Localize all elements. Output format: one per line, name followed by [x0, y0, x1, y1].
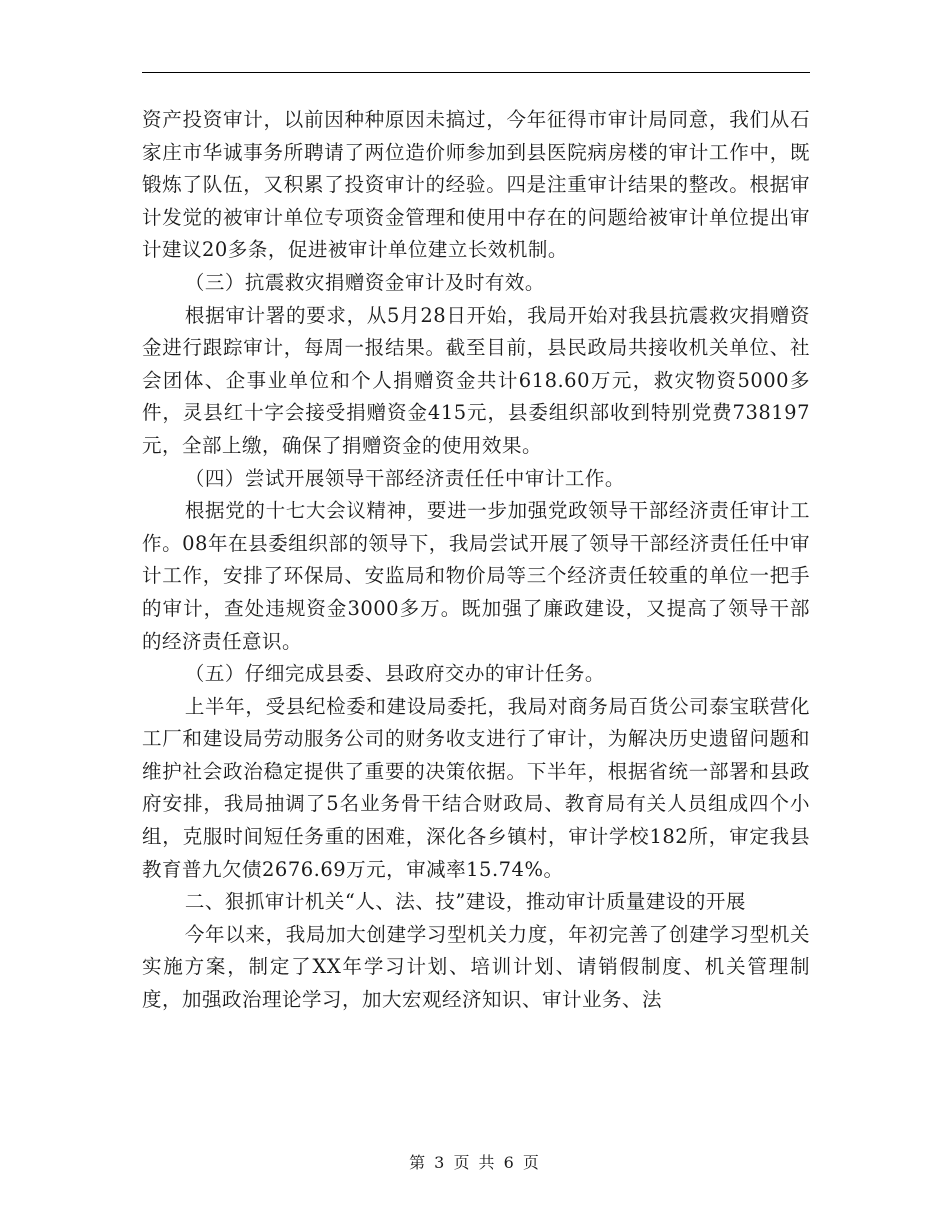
- section-heading: （三）抗震救灾捐赠资金审计及时有效。: [184, 270, 545, 294]
- paragraph: 资产投资审计，以前因种种原因未搞过，今年征得市审计局同意，我们从石家庄市华诚事务所聘请了两位造价师参加到县医院病房楼的审计工作中，既锻炼了队伍，又积累了投资审计的经验。四是注重审计结果的整改。根据审计发觉的被审计单位专项资金管理和使用中存在的问题给被审计单位提出审计建议20多条，促进被审计单位建立长效机制。: [142, 108, 810, 262]
- paragraph: 根据党的十七大会议精神，要进一步加强党政领导干部经济责任审计工作。08年在县委组织部的领导下，我局尝试开展了领导干部经济责任任中审计工作，安排了环保局、安监局和物价局等三个经济责任较重的单位一把手的审计，查处违规资金3000多万。既加强了廉政建设，又提高了领导干部的经济责任意识。: [142, 499, 810, 653]
- section-heading: 二、狠抓审计机关“人、法、技”建设，推动审计质量建设的开展: [184, 890, 746, 914]
- header-rule: [142, 72, 810, 73]
- section-heading: （五）仔细完成县委、县政府交办的审计任务。: [184, 662, 605, 686]
- page-number-footer: 第 3 页 共 6 页: [409, 1153, 541, 1172]
- paragraph: 根据审计署的要求，从5月28日开始，我局开始对我县抗震救灾捐赠资金进行跟踪审计，每周一报结果。截至目前，县民政局共接收机关单位、社会团体、企事业单位和个人捐赠资金共计618.60万元，救灾物资5000多件，灵县红十字会接受捐赠资金415元，县委组织部收到特别党费738197元，全部上缴，确保了捐赠资金的使用效果。: [142, 303, 810, 457]
- paragraph: 上半年，受县纪检委和建设局委托，我局对商务局百货公司泰宝联营化工厂和建设局劳动服务公司的财务收支进行了审计，为解决历史遗留问题和维护社会政治稳定提供了重要的决策依据。下半年，根据省统一部署和县政府安排，我局抽调了5名业务骨干结合财政局、教育局有关人员组成四个小组，克服时间短任务重的困难，深化各乡镇村，审计学校182所，审定我县教育普九欠债2676.69万元，审减率15.74%。: [142, 694, 810, 881]
- section-heading: （四）尝试开展领导干部经济责任任中审计工作。: [184, 466, 625, 490]
- paragraph: 今年以来，我局加大创建学习型机关力度，年初完善了创建学习型机关实施方案，制定了XX年学习计划、培训计划、请销假制度、机关管理制度，加强政治理论学习，加大宏观经济知识、审计业务、法: [142, 922, 810, 1012]
- document-body: [142, 104, 810, 1017]
